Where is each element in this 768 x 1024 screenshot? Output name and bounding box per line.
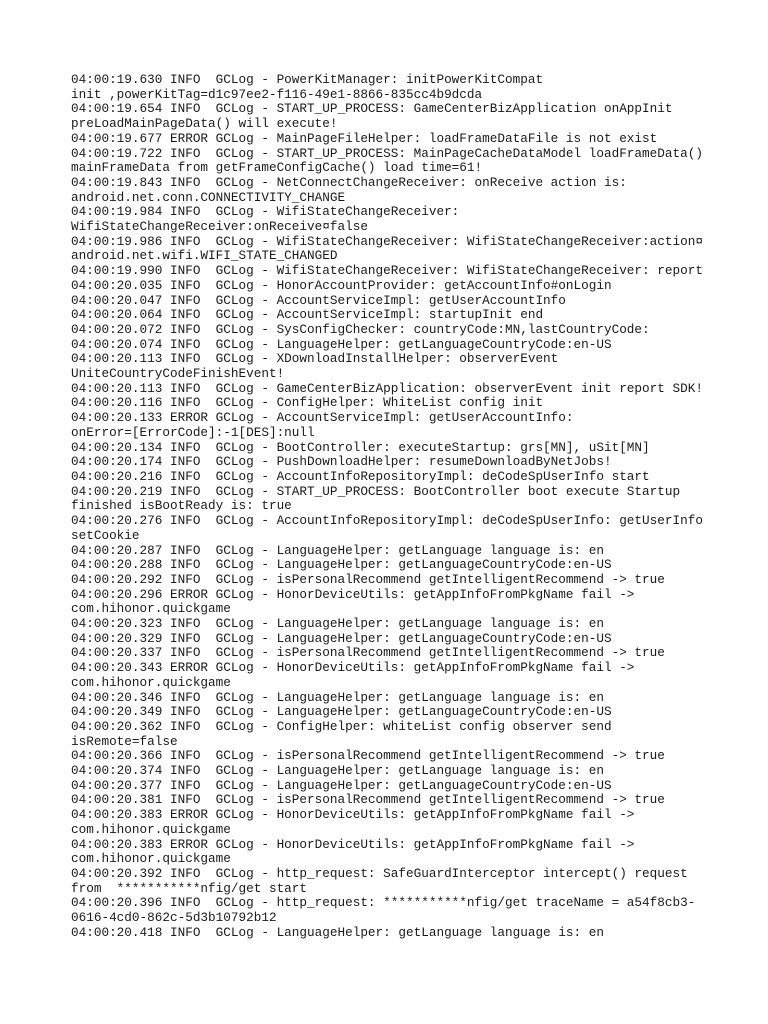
log-line: init ,powerKitTag=d1c97ee2-f116-49e1-8866-835cc4b9dcda <box>71 86 483 102</box>
log-line: 04:00:20.381 INFO GCLog - isPersonalRecommend getIntelligentRecommend -> true <box>71 792 665 808</box>
log-line: 04:00:20.396 INFO GCLog - http_request: ***********nfig/get traceName = a54f8cb3- <box>71 895 696 911</box>
log-line: 04:00:19.654 INFO GCLog - START_UP_PROCESS: GameCenterBizApplication onAppInit <box>71 101 673 117</box>
log-line: setCookie <box>71 527 140 543</box>
log-line: 04:00:20.383 ERROR GCLog - HonorDeviceUtils: getAppInfoFromPkgName fail -> <box>71 807 635 823</box>
log-line: onError=[ErrorCode]:-1[DES]:null <box>71 424 315 440</box>
log-line: 04:00:20.296 ERROR GCLog - HonorDeviceUtils: getAppInfoFromPkgName fail -> <box>71 586 635 602</box>
log-line: 04:00:20.377 INFO GCLog - LanguageHelper: getLanguageCountryCode:en-US <box>71 777 612 793</box>
log-line: 04:00:20.219 INFO GCLog - START_UP_PROCESS: BootController boot execute Startup <box>71 483 681 499</box>
log-line: 04:00:20.133 ERROR GCLog - AccountServiceImpl: getUserAccountInfo: <box>71 410 574 426</box>
log-line: preLoadMainPageData() will execute! <box>71 116 338 132</box>
log-line: 04:00:20.035 INFO GCLog - HonorAccountProvider: getAccountInfo#onLogin <box>71 277 612 293</box>
log-line: com.hihonor.quickgame <box>71 601 231 617</box>
log-line: 04:00:20.113 INFO GCLog - GameCenterBizApplication: observerEvent init report SDK! <box>71 380 703 396</box>
log-line: 04:00:19.843 INFO GCLog - NetConnectChangeReceiver: onReceive action is: <box>71 174 627 190</box>
log-line: 04:00:20.346 INFO GCLog - LanguageHelper: getLanguage language is: en <box>71 689 604 705</box>
log-line: 04:00:20.216 INFO GCLog - AccountInfoRepositoryImpl: deCodeSpUserInfo start <box>71 468 650 484</box>
log-line: 04:00:20.383 ERROR GCLog - HonorDeviceUtils: getAppInfoFromPkgName fail -> <box>71 836 635 852</box>
log-line: 04:00:20.343 ERROR GCLog - HonorDeviceUtils: getAppInfoFromPkgName fail -> <box>71 660 635 676</box>
log-line: 04:00:20.288 INFO GCLog - LanguageHelper: getLanguageCountryCode:en-US <box>71 557 612 573</box>
log-line: 04:00:20.287 INFO GCLog - LanguageHelper: getLanguage language is: en <box>71 542 604 558</box>
log-line: 04:00:20.292 INFO GCLog - isPersonalRecommend getIntelligentRecommend -> true <box>71 571 665 587</box>
log-line: UniteCountryCodeFinishEvent! <box>71 366 285 382</box>
log-line: WifiStateChangeReceiver:onReceive¤false <box>71 219 368 235</box>
log-line: mainFrameData from getFrameConfigCache() load time=61! <box>71 160 483 176</box>
log-line: 04:00:20.134 INFO GCLog - BootController: executeStartup: grs[MN], uSit[MN] <box>71 439 650 455</box>
log-line: 04:00:19.722 INFO GCLog - START_UP_PROCESS: MainPageCacheDataModel loadFrameData() <box>71 145 703 161</box>
log-line: android.net.conn.CONNECTIVITY_CHANGE <box>71 189 346 205</box>
log-line: 04:00:19.630 INFO GCLog - PowerKitManager: initPowerKitCompat <box>71 72 544 87</box>
log-line: 04:00:19.984 INFO GCLog - WifiStateChangeReceiver: <box>71 204 460 220</box>
log-line: 04:00:20.116 INFO GCLog - ConfigHelper: WhiteList config init <box>71 395 544 411</box>
log-line: 04:00:20.337 INFO GCLog - isPersonalRecommend getIntelligentRecommend -> true <box>71 645 665 661</box>
log-line: from ***********nfig/get start <box>71 880 308 896</box>
log-page <box>71 73 711 940</box>
log-line: isRemote=false <box>71 733 178 749</box>
log-line: com.hihonor.quickgame <box>71 851 231 867</box>
log-line: 04:00:20.074 INFO GCLog - LanguageHelper: getLanguageCountryCode:en-US <box>71 336 612 352</box>
log-line: 04:00:20.329 INFO GCLog - LanguageHelper: getLanguageCountryCode:en-US <box>71 630 612 646</box>
log-line: 04:00:20.174 INFO GCLog - PushDownloadHelper: resumeDownloadByNetJobs! <box>71 454 612 470</box>
log-line: 04:00:20.392 INFO GCLog - http_request: SafeGuardInterceptor intercept() request <box>71 865 688 881</box>
log-line: com.hihonor.quickgame <box>71 821 231 837</box>
log-line: 04:00:20.276 INFO GCLog - AccountInfoRepositoryImpl: deCodeSpUserInfo: getUserInfo <box>71 513 703 529</box>
log-line: 04:00:20.064 INFO GCLog - AccountServiceImpl: startupInit end <box>71 307 544 323</box>
log-line: 04:00:20.047 INFO GCLog - AccountServiceImpl: getUserAccountInfo <box>71 292 566 308</box>
log-line: 04:00:20.323 INFO GCLog - LanguageHelper: getLanguage language is: en <box>71 616 604 632</box>
log-line: android.net.wifi.WIFI_STATE_CHANGED <box>71 248 338 264</box>
log-line: 0616-4cd0-862c-5d3b10792b12 <box>71 910 277 926</box>
log-line: 04:00:20.374 INFO GCLog - LanguageHelper: getLanguage language is: en <box>71 763 604 779</box>
log-line: 04:00:20.349 INFO GCLog - LanguageHelper: getLanguageCountryCode:en-US <box>71 704 612 720</box>
log-line: com.hihonor.quickgame <box>71 674 231 690</box>
log-line: 04:00:20.072 INFO GCLog - SysConfigChecker: countryCode:MN,lastCountryCode: <box>71 321 650 337</box>
log-line: 04:00:19.990 INFO GCLog - WifiStateChangeReceiver: WifiStateChangeReceiver: report <box>71 263 703 279</box>
log-line: 04:00:20.113 INFO GCLog - XDownloadInstallHelper: observerEvent <box>71 351 559 367</box>
log-line: 04:00:20.418 INFO GCLog - LanguageHelper: getLanguage language is: en <box>71 924 604 940</box>
log-line: finished isBootReady is: true <box>71 498 292 514</box>
log-line: 04:00:20.366 INFO GCLog - isPersonalRecommend getIntelligentRecommend -> true <box>71 748 665 764</box>
log-line: 04:00:19.677 ERROR GCLog - MainPageFileHelper: loadFrameDataFile is not exist <box>71 130 658 146</box>
log-line: 04:00:19.986 INFO GCLog - WifiStateChangeReceiver: WifiStateChangeReceiver:action¤ <box>71 233 703 249</box>
log-line: 04:00:20.362 INFO GCLog - ConfigHelper: whiteList config observer send <box>71 718 612 734</box>
